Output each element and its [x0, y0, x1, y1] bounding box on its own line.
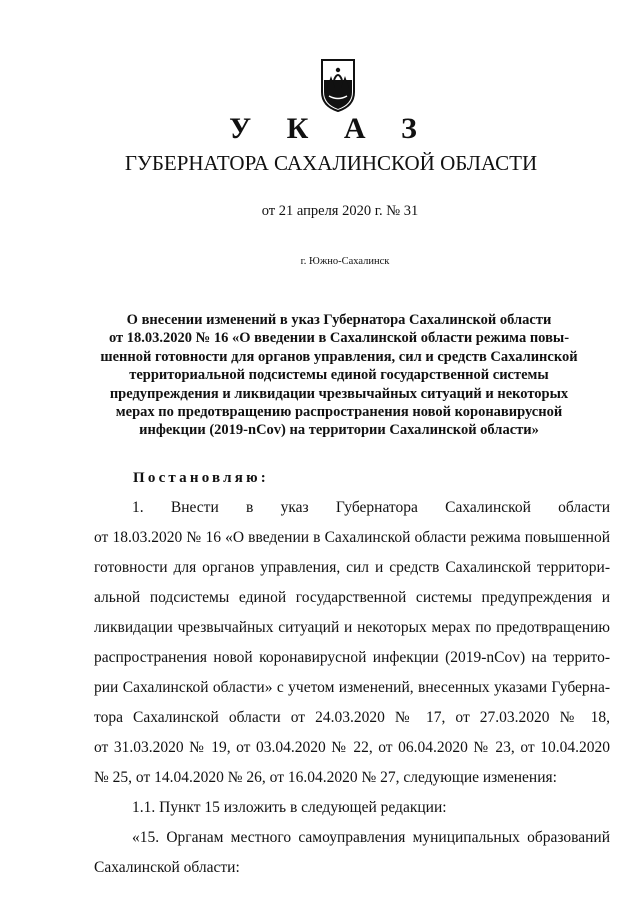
- body-line: от 18.03.2020 № 16 «О введении в Сахалинской области режима повышенной: [94, 529, 610, 546]
- body-line: 1.1. Пункт 15 изложить в следующей редакции:: [132, 799, 447, 816]
- coat-of-arms-icon: [318, 58, 358, 112]
- heading-line: инфекции (2019-nCov) на территории Сахалинской области»: [139, 422, 539, 439]
- document-heading: [96, 311, 582, 440]
- document-date: от 21 апреля 2020 г. № 31: [261, 203, 419, 219]
- heading-line: от 18.03.2020 № 16 «О введении в Сахалинской области режима повы-: [108, 330, 570, 347]
- body-line: готовности для органов управления, сил и средств Сахалинской территори-: [94, 559, 610, 576]
- body-line: рии Сахалинской области» с учетом изменений, внесенных указами Губерна-: [94, 679, 610, 696]
- heading-line: мерах по предотвращению распространения новой коронавирусной: [115, 404, 563, 421]
- decree-word: Постановляю:: [133, 470, 269, 486]
- heading-line: предупреждения и ликвидации чрезвычайных ситуаций и некоторых: [109, 385, 569, 402]
- body-line: тора Сахалинской области от 24.03.2020 № 17, от 27.03.2020 № 18,: [94, 709, 610, 726]
- heading-line: шенной готовности для органов управления, сил и средств Сахалинской: [100, 348, 578, 365]
- body-line: Сахалинской области:: [94, 859, 240, 876]
- document-subtitle: ГУБЕРНАТОРА САХАЛИНСКОЙ ОБЛАСТИ: [124, 151, 538, 175]
- heading-line: О внесении изменений в указ Губернатора Сахалинской области: [126, 312, 552, 328]
- document-city: г. Южно-Сахалинск: [300, 256, 390, 267]
- body-line: «15. Органам местного самоуправления муниципальных образований: [132, 829, 610, 846]
- body-line: распространения новой коронавирусной инфекции (2019-nCov) на террито-: [94, 649, 610, 666]
- body-line: альной подсистемы единой государственной системы предупреждения и: [94, 589, 610, 606]
- document-title: У К А З: [229, 112, 431, 145]
- body-line: 1. Внести в указ Губернатора Сахалинской области: [132, 499, 610, 516]
- body-line: от 31.03.2020 № 19, от 03.04.2020 № 22, от 06.04.2020 № 23, от 10.04.2020: [94, 739, 610, 756]
- body-line: ликвидации чрезвычайных ситуаций и некоторых мерах по предотвращению: [94, 619, 610, 636]
- document-body: [94, 493, 610, 883]
- heading-line: территориальной подсистемы единой государственной системы: [129, 367, 549, 384]
- body-line: № 25, от 14.04.2020 № 26, от 16.04.2020 № 27, следующие изменения:: [94, 769, 557, 786]
